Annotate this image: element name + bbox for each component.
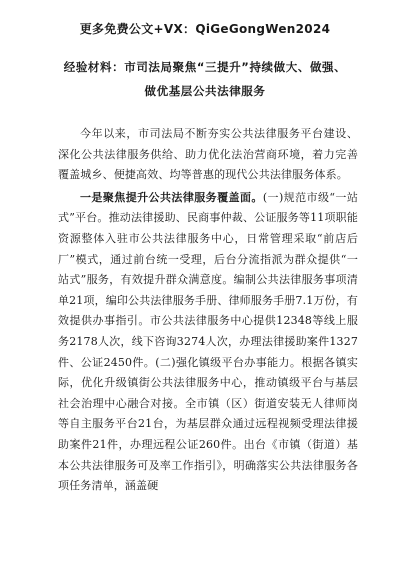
page-header: 更多免费公文+VX：QiGeGongWen2024 [79,22,331,36]
intro-paragraph [58,124,358,186]
paragraph-text: (一)规范市级“一站式”平台。推动法律援助、民商事仲裁、公证服务等11项职能资源整体入驻市公共法律服务中心，日常管理采取“前店后厂”模式，通过前台统一受理，后台分流指派为群众提供“一站式”服务，有效提升群众满意度。编制公共法律服务事项清单21项，编印公共法律服务手册、律师服务手册7.1万份，有效提供办事指引。市公共法律服务中心提供12348等线上服务2178人次，线下咨询3274人次，办理法律援助案件1327件、公证2450件。(二)强化镇级平台办事能力。根据各镇实际，优化升级镇街公共法律服务中心，推动镇级平台与基层社会治理中心融合对接。全市镇（区）街道安装无人律师岗等自主服务平台21台，为基层群众通过远程视频受理法律援助案件21件，办理远程公证260件。出台《市镇（街道）基本公共法律服务可及率工作指引》，明确落实公共法律服务各项任务清单，涵盖硬 [58,190,358,493]
section-paragraph [58,188,358,497]
section-heading: 一是聚焦提升公共法律服务覆盖面。 [80,190,263,204]
document-body [58,124,358,499]
paragraph-text: 今年以来，市司法局不断夯实公共法律服务平台建设、深化公共法律服务供给、助力优化法治营商环境，着力完善覆盖城乡、便捷高效、均等普惠的现代公共法律服务体系。 [58,127,358,182]
document-title: 经验材料：市司法局聚焦“三提升”持续做大、做强、做优基层公共法律服务 [63,60,347,98]
